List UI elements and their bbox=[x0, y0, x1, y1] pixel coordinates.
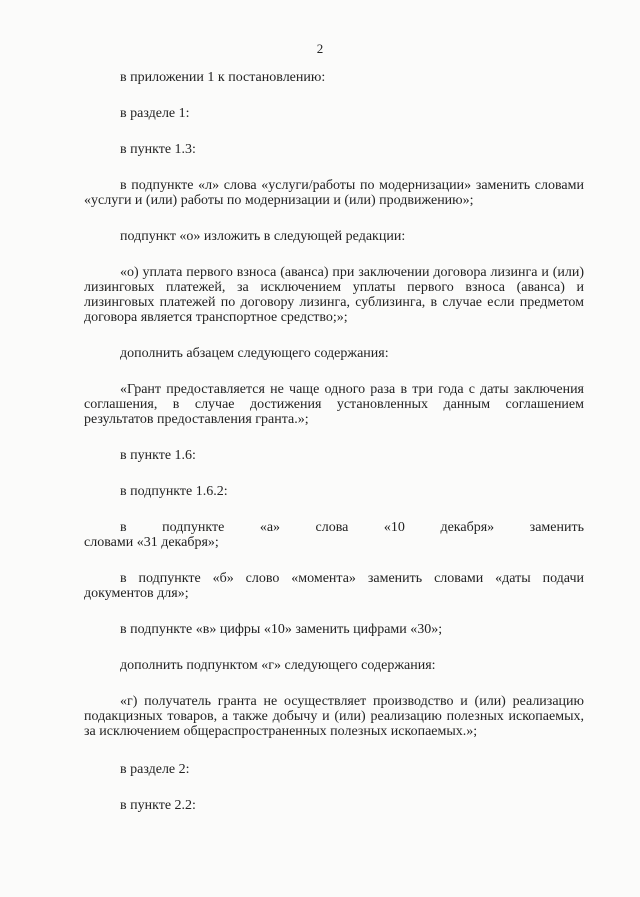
page-number: 2 bbox=[316, 41, 324, 56]
paragraph-subclause-v: в подпункте «в» цифры «10» заменить цифрами «30»; bbox=[120, 622, 443, 637]
document-body bbox=[84, 70, 584, 813]
paragraph-subclause-a bbox=[84, 520, 584, 550]
paragraph-subclause-o-text: «о) уплата первого взноса (аванса) при заключении договора лизинга и (или) лизинговых платежей, за исключением уплаты первого взноса (аванса) и лизинговых платежей по договору лизинга, сублизинга, в случае если предметом договора является транспортное средство;»; bbox=[84, 265, 584, 325]
paragraph-section-1: в разделе 1: bbox=[120, 106, 190, 121]
paragraph-clause-1-6: в пункте 1.6: bbox=[120, 448, 196, 463]
paragraph-appendix: в приложении 1 к постановлению: bbox=[120, 70, 326, 85]
paragraph-clause-1-3: в пункте 1.3: bbox=[120, 142, 196, 157]
paragraph-subclause-o-heading: подпункт «о» изложить в следующей редакции: bbox=[120, 229, 406, 244]
paragraph-subclause-b: в подпункте «б» слово «момента» заменить словами «даты подачи документов для»; bbox=[84, 571, 584, 601]
paragraph-add-heading: дополнить абзацем следующего содержания: bbox=[120, 346, 389, 361]
paragraph-grant-text: «Грант предоставляется не чаще одного раза в три года с даты заключения соглашения, в случае достижения установленных данным соглашением результатов предоставления гранта.»; bbox=[84, 382, 584, 427]
paragraph-subclause-g-heading: дополнить подпунктом «г» следующего содержания: bbox=[120, 658, 436, 673]
paragraph-subclause-a-line-2: словами «31 декабря»; bbox=[84, 535, 219, 550]
paragraph-subclause-l: в подпункте «л» слова «услуги/работы по модернизации» заменить словами «услуги и (или) работы по модернизации и (или) продвижению»; bbox=[84, 178, 584, 208]
paragraph-subclause-1-6-2: в подпункте 1.6.2: bbox=[120, 484, 228, 499]
paragraph-section-2: в разделе 2: bbox=[120, 762, 190, 777]
paragraph-clause-2-2: в пункте 2.2: bbox=[120, 798, 196, 813]
paragraph-subclause-a-line-1: в подпункте «а» слова «10 декабря» заменить bbox=[120, 520, 584, 535]
paragraph-subclause-g-text: «г) получатель гранта не осуществляет производство и (или) реализацию подакцизных товаров, а также добычу и (или) реализацию полезных ископаемых, за исключением общераспространенных полезных ископаемых.»; bbox=[84, 694, 584, 739]
